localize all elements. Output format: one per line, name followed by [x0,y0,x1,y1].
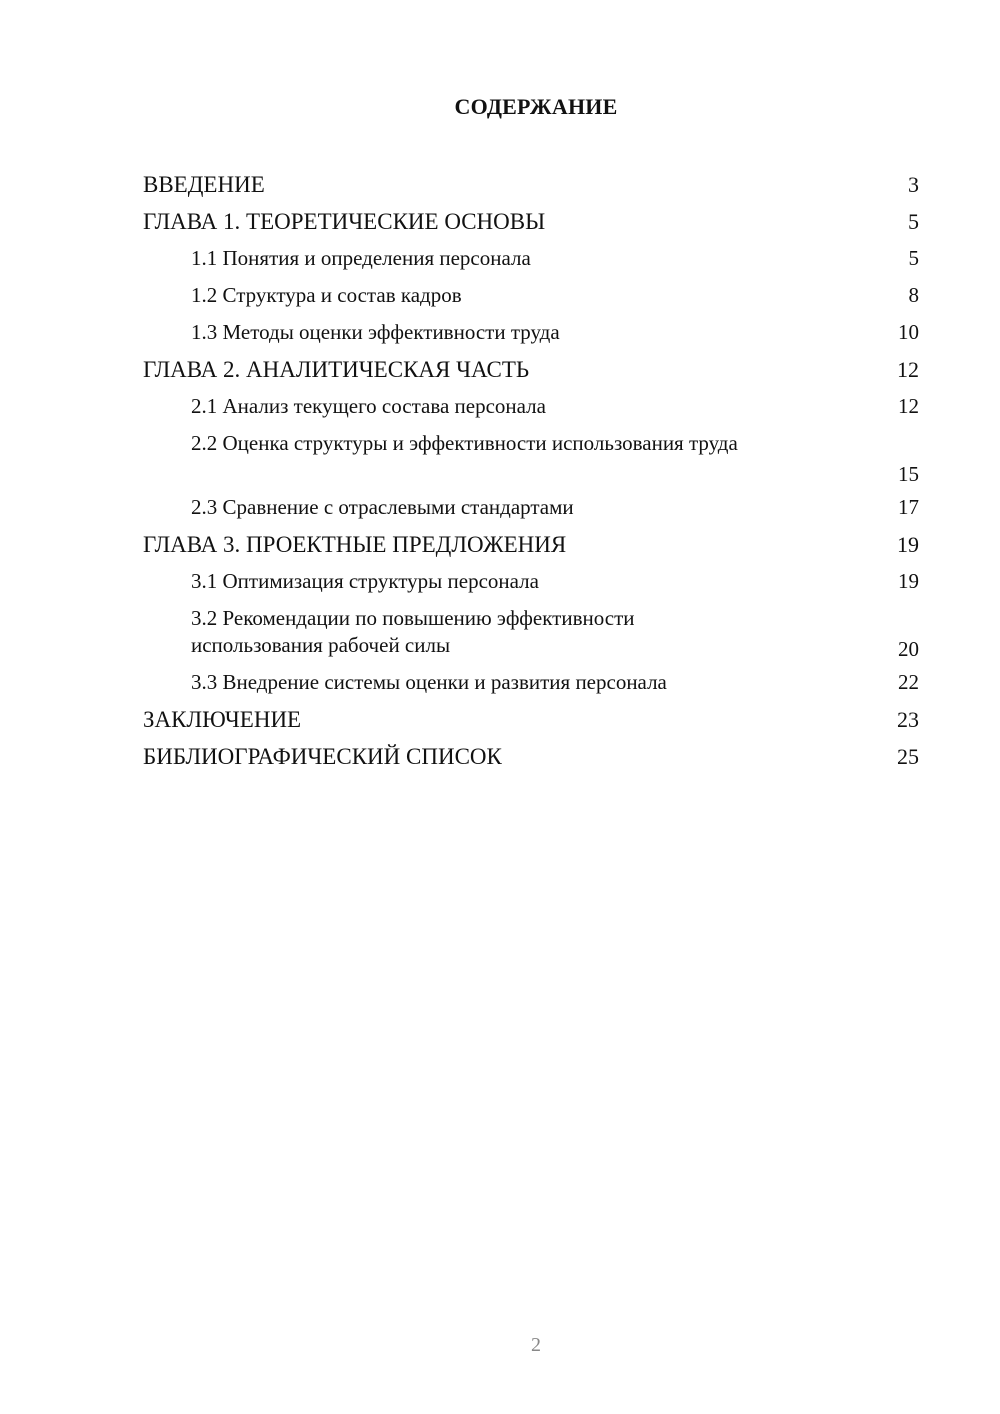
toc-entry-label: ГЛАВА 1. ТЕОРЕТИЧЕСКИЕ ОСНОВЫ [143,209,546,234]
toc-entry-page: 20 [898,637,919,661]
toc-entry-label: 3.3 Внедрение системы оценки и развития персонала [191,670,667,694]
toc-entry-page: 5 [908,246,919,270]
toc-subentry [143,664,919,701]
page-number: 2 [531,1334,541,1356]
toc-entry-label: ГЛАВА 2. АНАЛИТИЧЕСКАЯ ЧАСТЬ [143,357,530,382]
toc-entry-label: 1.2 Структура и состав кадров [191,283,462,307]
toc-entry-page: 17 [898,495,919,519]
toc-entry [143,203,919,240]
toc-entry-label: 1.1 Понятия и определения персонала [191,246,531,270]
toc-entry-label: БИБЛИОГРАФИЧЕСКИЙ СПИСОК [143,744,502,769]
toc-entry-page: 12 [897,357,919,382]
toc-entry-label: ГЛАВА 3. ПРОЕКТНЫЕ ПРЕДЛОЖЕНИЯ [143,532,567,557]
toc-entry-label: ЗАКЛЮЧЕНИЕ [143,707,302,732]
toc-entry-page: 12 [898,394,919,418]
toc-entry-page: 8 [908,283,919,307]
toc-entry-label: 2.1 Анализ текущего состава персонала [191,394,546,418]
table-of-contents [143,166,919,775]
toc-entry-page: 23 [897,707,919,732]
toc-entry-page: 22 [898,670,919,694]
toc-subentry [143,600,919,664]
toc-heading: СОДЕРЖАНИЕ [454,94,618,119]
toc-entry-label: ВВЕДЕНИЕ [143,172,265,197]
toc-entry-page: 19 [898,569,919,593]
toc-subentry [143,388,919,425]
toc-entry-label: 2.2 Оценка структуры и эффективности использования труда [191,431,738,455]
toc-entry [143,701,919,738]
toc-subentry [143,277,919,314]
toc-entry-label: 3.1 Оптимизация структуры персонала [191,569,539,593]
toc-entry-page: 3 [908,172,919,197]
toc-entry-label: 1.3 Методы оценки эффективности труда [191,320,560,344]
toc-subentry [143,240,919,277]
toc-entry-page: 5 [908,209,919,234]
toc-subentry [143,314,919,351]
toc-entry-label: 2.3 Сравнение с отраслевыми стандартами [191,495,574,519]
toc-entry-page: 10 [898,320,919,344]
toc-entry [143,526,919,563]
toc-entry [143,738,919,775]
toc-subentry [143,425,919,489]
toc-subentry [143,563,919,600]
toc-entry-label: 3.2 Рекомендации по повышению эффективности использования рабочей силы [191,606,635,657]
toc-entry-page: 19 [897,532,919,557]
toc-entry [143,166,919,203]
toc-entry-page: 15 [898,462,919,486]
toc-subentry [143,489,919,526]
toc-entry [143,351,919,388]
toc-entry-page: 25 [897,744,919,769]
